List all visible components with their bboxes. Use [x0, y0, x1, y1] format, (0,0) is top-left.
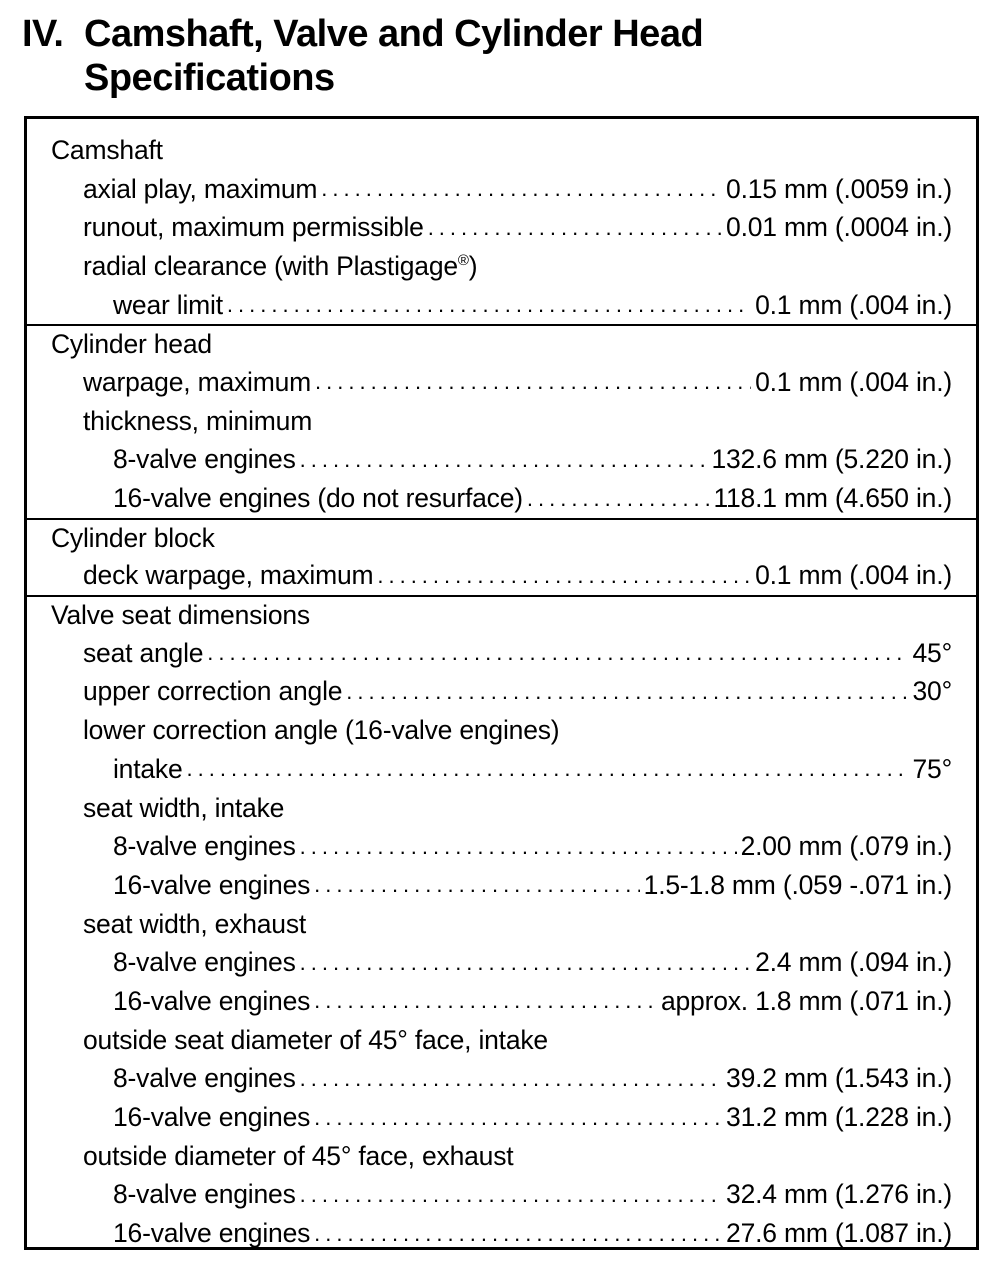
spec-label-text: runout, maximum permissible [83, 212, 424, 243]
spec-label-text: intake [113, 753, 183, 784]
spec-value: 31.2 mm (1.228 in.) [726, 1102, 952, 1133]
spec-label [113, 1179, 296, 1210]
spec-row-warpage [27, 363, 976, 402]
dot-leader [300, 1184, 722, 1206]
spec-value: 0.1 mm (.004 in.) [755, 366, 952, 397]
spec-label-text: thickness, minimum [83, 405, 313, 436]
spec-label-text: 8-valve engines [113, 1063, 296, 1094]
spec-label [83, 909, 306, 940]
spec-value: 118.1 mm (4.650 in.) [713, 483, 952, 514]
spec-row-osdi-16v [27, 1098, 976, 1137]
spec-label-text: 8-valve engines [113, 1179, 296, 1210]
spec-value: approx. 1.8 mm (.071 in.) [660, 985, 952, 1016]
spec-row-valve-seat [27, 595, 976, 634]
spec-row-swi-16v [27, 866, 976, 905]
dot-leader [314, 1107, 722, 1129]
section-number: IV. [22, 13, 64, 55]
spec-label [83, 367, 311, 398]
spec-label-text: 16-valve engines (do not resurface) [113, 483, 523, 514]
spec-label-text: axial play, maximum [83, 173, 318, 204]
spec-label [83, 1025, 548, 1056]
dot-leader [300, 449, 708, 471]
spec-value: 45° [912, 637, 952, 668]
spec-row-upper-correction [27, 673, 976, 712]
registered-mark: ® [457, 252, 469, 270]
spec-label [83, 406, 312, 437]
dot-leader [527, 488, 710, 510]
dot-leader [428, 217, 722, 239]
spec-label [83, 174, 317, 205]
dot-leader [187, 758, 909, 780]
spec-row-osd-intake [27, 1021, 976, 1060]
specifications-table [24, 116, 979, 1250]
dot-leader [377, 565, 751, 587]
spec-row-seat-width-intake [27, 789, 976, 828]
dot-leader [300, 952, 751, 974]
heading-line-2: Specifications [84, 57, 335, 99]
spec-value: 132.6 mm (5.220 in.) [711, 444, 952, 475]
spec-label-text: 16-valve engines [113, 1218, 311, 1249]
spec-label-text: seat width, exhaust [83, 908, 307, 939]
spec-label-text: lower correction angle (16-valve engines) [83, 715, 560, 746]
spec-label [113, 831, 296, 862]
spec-label [83, 560, 373, 591]
spec-row-cylinder-head [27, 324, 976, 363]
spec-row-swi-8v [27, 827, 976, 866]
spec-row-thickness-16v [27, 479, 976, 518]
spec-value: 0.15 mm (.0059 in.) [726, 173, 952, 204]
dot-leader [207, 642, 908, 664]
spec-value: 30° [912, 676, 952, 707]
spec-label [83, 793, 284, 824]
spec-value: 0.1 mm (.004 in.) [755, 560, 952, 591]
spec-label [113, 870, 310, 901]
spec-row-radial-clearance [27, 247, 976, 286]
spec-label [51, 329, 212, 360]
heading-line-1: Camshaft, Valve and Cylinder Head [84, 13, 704, 55]
spec-label-text: Cylinder block [51, 522, 215, 553]
spec-value: 1.5-1.8 mm (.059 -.071 in.) [643, 869, 952, 900]
spec-label [113, 754, 183, 785]
spec-label [83, 638, 203, 669]
spec-row-ode-8v [27, 1176, 976, 1215]
spec-value: 27.6 mm (1.087 in.) [726, 1218, 952, 1249]
spec-value: 75° [912, 753, 952, 784]
spec-row-seat-width-exhaust [27, 905, 976, 944]
spec-value: 2.4 mm (.094 in.) [755, 947, 952, 978]
spec-label-text: seat angle [83, 637, 204, 668]
dot-leader [315, 371, 751, 393]
spec-row-lower-intake [27, 750, 976, 789]
spec-label [83, 251, 477, 282]
spec-label [51, 600, 310, 631]
spec-row-swe-16v [27, 982, 976, 1021]
spec-row-lower-correction [27, 711, 976, 750]
spec-row-camshaft [27, 131, 976, 170]
spec-label-text: 8-valve engines [113, 947, 296, 978]
spec-label [83, 212, 424, 243]
spec-rows [27, 131, 976, 1250]
spec-value: 39.2 mm (1.543 in.) [726, 1063, 952, 1094]
spec-label [113, 947, 296, 978]
spec-label [113, 986, 310, 1017]
spec-row-runout [27, 208, 976, 247]
spec-label-text: Valve seat dimensions [51, 600, 310, 631]
spec-label-text: 16-valve engines [113, 985, 311, 1016]
spec-label [83, 1141, 513, 1172]
spec-label-text: 16-valve engines [113, 1102, 311, 1133]
spec-label [83, 715, 559, 746]
spec-label [113, 1218, 310, 1249]
spec-label-text: wear limit [113, 289, 223, 320]
spec-label-text: 8-valve engines [113, 444, 296, 475]
spec-value: 32.4 mm (1.276 in.) [726, 1179, 952, 1210]
spec-label-text: deck warpage, maximum [83, 560, 374, 591]
spec-label-text: Cylinder head [51, 329, 212, 360]
spec-label-suffix: ) [468, 250, 478, 281]
dot-leader [227, 294, 751, 316]
spec-label-text: 16-valve engines [113, 869, 311, 900]
dot-leader [314, 874, 640, 896]
dot-leader [346, 681, 908, 703]
spec-row-cylinder-block [27, 518, 976, 557]
spec-row-ode-16v [27, 1214, 976, 1250]
spec-row-seat-angle [27, 634, 976, 673]
spec-value: 0.01 mm (.0004 in.) [726, 212, 952, 243]
spec-row-od-exhaust [27, 1137, 976, 1176]
spec-label-text: outside seat diameter of 45° face, intake [83, 1024, 548, 1055]
spec-row-wear-limit [27, 286, 976, 325]
spec-label [113, 290, 223, 321]
spec-row-thickness [27, 402, 976, 441]
spec-row-osdi-8v [27, 1060, 976, 1099]
spec-label-text: radial clearance (with Plastigage [83, 250, 458, 281]
spec-label [51, 135, 163, 166]
dot-leader [300, 836, 737, 858]
spec-value: 2.00 mm (.079 in.) [740, 831, 952, 862]
spec-label [113, 1102, 310, 1133]
section-heading [22, 12, 982, 100]
spec-label-text: Camshaft [51, 134, 163, 165]
dot-leader [300, 1068, 722, 1090]
spec-row-thickness-8v [27, 441, 976, 480]
spec-label-text: outside diameter of 45° face, exhaust [83, 1140, 514, 1171]
spec-label [113, 1063, 296, 1094]
spec-label-text: seat width, intake [83, 792, 285, 823]
spec-row-axial-play [27, 170, 976, 209]
spec-label [83, 676, 342, 707]
spec-label [113, 483, 523, 514]
dot-leader [321, 178, 722, 200]
spec-label [113, 444, 296, 475]
spec-label-text: 8-valve engines [113, 831, 296, 862]
spec-row-deck-warpage [27, 557, 976, 596]
spec-label [51, 523, 215, 554]
spec-label-text: warpage, maximum [83, 366, 312, 397]
dot-leader [314, 1223, 722, 1245]
dot-leader [314, 990, 657, 1012]
spec-label-text: upper correction angle [83, 676, 343, 707]
spec-row-swe-8v [27, 943, 976, 982]
spec-value: 0.1 mm (.004 in.) [755, 289, 952, 320]
